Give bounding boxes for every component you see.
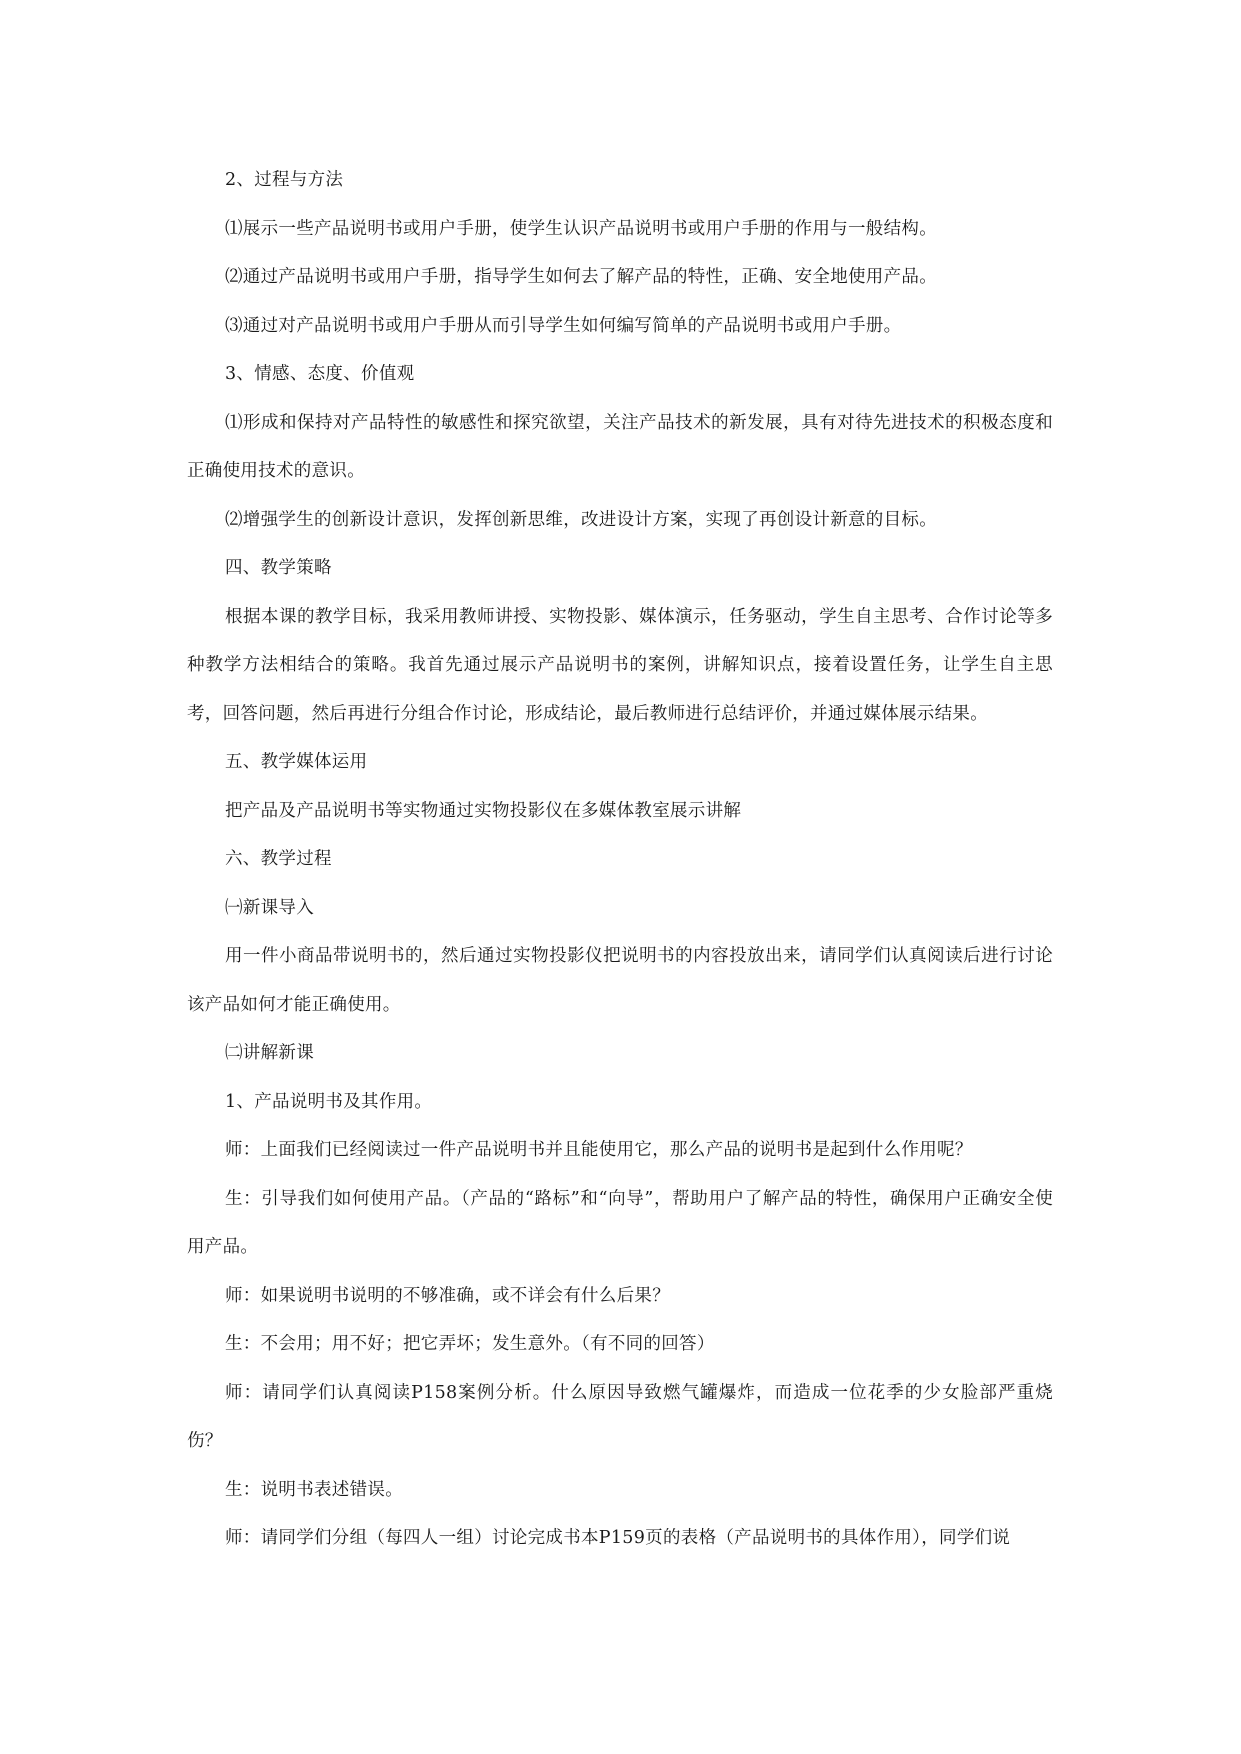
dialogue-teacher-2: 师：如果说明书说明的不够准确，或不详会有什么后果？ <box>225 1285 670 1306</box>
list-item-process-1: ⑴展示一些产品说明书或用户手册，使学生认识产品说明书或用户手册的作用与一般结构。 <box>225 218 937 239</box>
dialogue-student-2: 生：不会用；用不好；把它弄坏；发生意外。（有不同的回答） <box>225 1334 715 1354</box>
paragraph-lesson-intro: 用一件小商品带说明书的，然后通过实物投影仪把说明书的内容投放出来，请同学们认真阅读后进行讨论该产品如何才能正确使用。 <box>187 946 1053 1015</box>
list-item-process-3: ⑶通过对产品说明书或用户手册从而引导学生如何编写简单的产品说明书或用户手册。 <box>225 315 902 336</box>
document-body <box>187 156 1053 1563</box>
heading-teaching-process: 六、教学过程 <box>225 849 332 869</box>
paragraph-teaching-media: 把产品及产品说明书等实物通过实物投影仪在多媒体教室展示讲解 <box>225 800 742 821</box>
heading-teaching-media: 五、教学媒体运用 <box>225 752 368 772</box>
paragraph-teaching-strategy: 根据本课的教学目标，我采用教师讲授、实物投影、媒体演示，任务驱动，学生自主思考、合作讨论等多种教学方法相结合的策略。我首先通过展示产品说明书的案例，讲解知识点，接着设置任务，让学生自主思考，回答问题，然后再进行分组合作讨论，形成结论，最后教师进行总结评价，并通过媒体展示结果。 <box>187 606 1053 724</box>
list-item-emotion-2: ⑵增强学生的创新设计意识，发挥创新思维，改进设计方案，实现了再创设计新意的目标。 <box>225 509 937 530</box>
dialogue-student-1: 生：引导我们如何使用产品。（产品的“路标”和“向导”，帮助用户了解产品的特性，确保用户正确安全使用产品。 <box>187 1188 1053 1257</box>
dialogue-teacher-3: 师：请同学们认真阅读P158案例分析。什么原因导致燃气罐爆炸，而造成一位花季的少女脸部严重烧伤？ <box>187 1382 1053 1451</box>
subheading-lesson-intro: ㈠新课导入 <box>225 897 314 918</box>
dialogue-teacher-1: 师：上面我们已经阅读过一件产品说明书并且能使用它，那么产品的说明书是起到什么作用呢？ <box>225 1140 973 1160</box>
subheading-new-lesson: ㈡讲解新课 <box>225 1043 314 1063</box>
dialogue-teacher-4: 师：请同学们分组（每四人一组）讨论完成书本P159页的表格（产品说明书的具体作用），同学们说 <box>225 1528 1011 1548</box>
heading-emotion-attitude-values: 3、情感、态度、价值观 <box>225 364 415 384</box>
list-item-process-2: ⑵通过产品说明书或用户手册，指导学生如何去了解产品的特性，正确、安全地使用产品。 <box>225 267 937 287</box>
heading-teaching-strategy: 四、教学策略 <box>225 558 332 578</box>
dialogue-student-3: 生：说明书表述错误。 <box>225 1479 403 1500</box>
list-item-emotion-1: ⑴形成和保持对产品特性的敏感性和探究欲望，关注产品技术的新发展，具有对待先进技术的积极态度和正确使用技术的意识。 <box>187 412 1053 481</box>
subheading-manual-role: 1、产品说明书及其作用。 <box>225 1091 433 1112</box>
heading-process-and-method: 2、过程与方法 <box>225 170 344 190</box>
